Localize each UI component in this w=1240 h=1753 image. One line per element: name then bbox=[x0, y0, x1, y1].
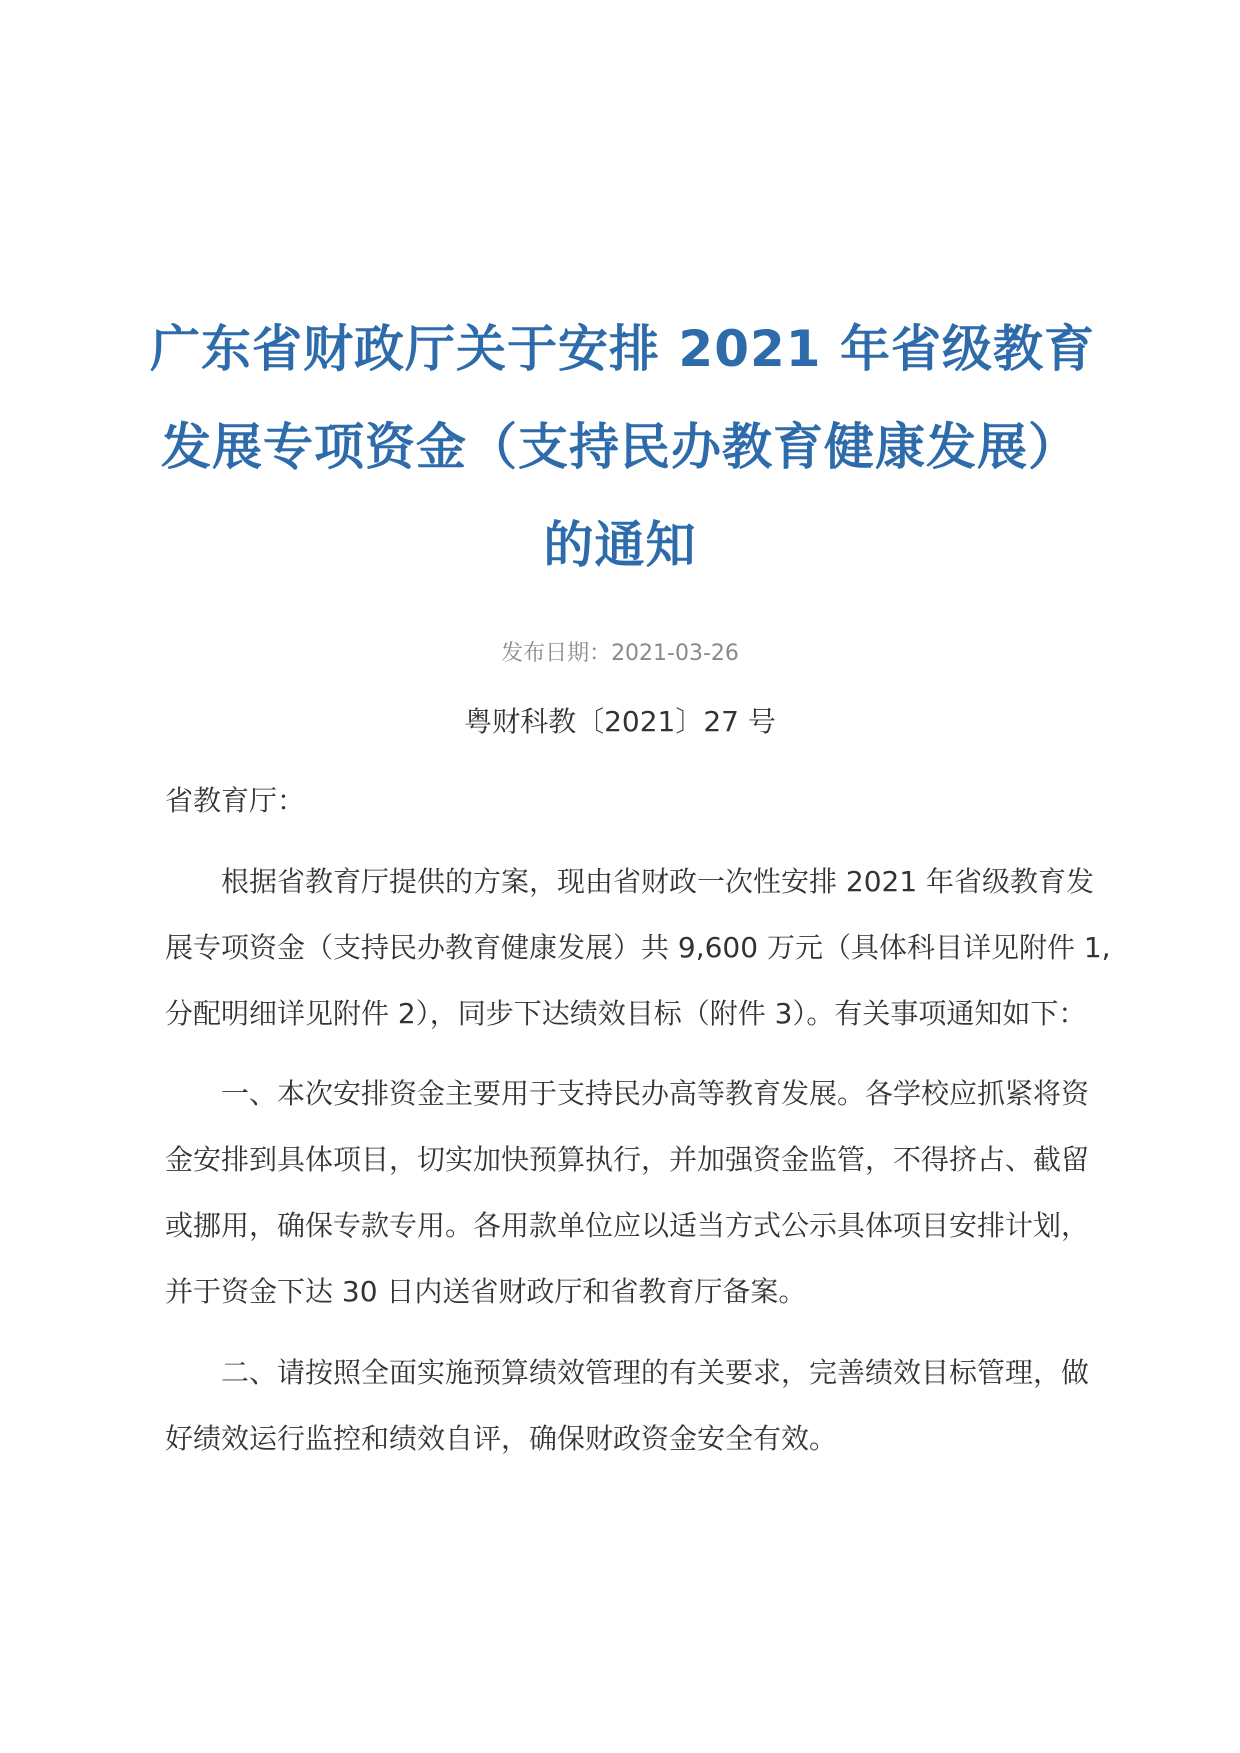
paragraph-line: 二、请按照全面实施预算绩效管理的有关要求，完善绩效目标管理，做 bbox=[221, 1356, 1090, 1389]
paragraph-line: 根据省教育厅提供的方案，现由省财政一次性安排 2021 年省级教育发 bbox=[221, 865, 1095, 898]
title-line: 发展专项资金（支持民办教育健康发展） bbox=[161, 418, 1079, 476]
title-line: 的通知 bbox=[543, 516, 697, 574]
salutation: 省教育厅： bbox=[165, 784, 306, 817]
paragraph-line: 或挪用，确保专款专用。各用款单位应以适当方式公示具体项目安排计划， bbox=[165, 1209, 1090, 1242]
paragraph-item-1 bbox=[165, 1061, 1090, 1325]
title-line: 广东省财政厅关于安排 2021 年省级教育 bbox=[150, 320, 1095, 378]
paragraph-line: 并于资金下达 30 日内送省财政厅和省教育厅备案。 bbox=[165, 1275, 807, 1308]
paragraph-line: 一、本次安排资金主要用于支持民办高等教育发展。各学校应抓紧将资 bbox=[221, 1077, 1090, 1110]
paragraph-line: 分配明细详见附件 2），同步下达绩效目标（附件 3）。有关事项通知如下： bbox=[165, 997, 1087, 1030]
document-title bbox=[150, 300, 1095, 594]
paragraph-line: 展专项资金（支持民办教育健康发展）共 9,600 万元（具体科目详见附件 1, bbox=[165, 931, 1111, 964]
publish-date: 发布日期：2021-03-26 bbox=[501, 641, 739, 666]
paragraph-intro bbox=[165, 849, 1111, 1047]
paragraph-item-2 bbox=[165, 1340, 1090, 1472]
document-number: 粤财科教〔2021〕27 号 bbox=[464, 705, 776, 738]
paragraph-line: 金安排到具体项目，切实加快预算执行，并加强资金监管，不得挤占、截留 bbox=[165, 1143, 1090, 1176]
paragraph-line: 好绩效运行监控和绩效自评，确保财政资金安全有效。 bbox=[165, 1422, 838, 1455]
